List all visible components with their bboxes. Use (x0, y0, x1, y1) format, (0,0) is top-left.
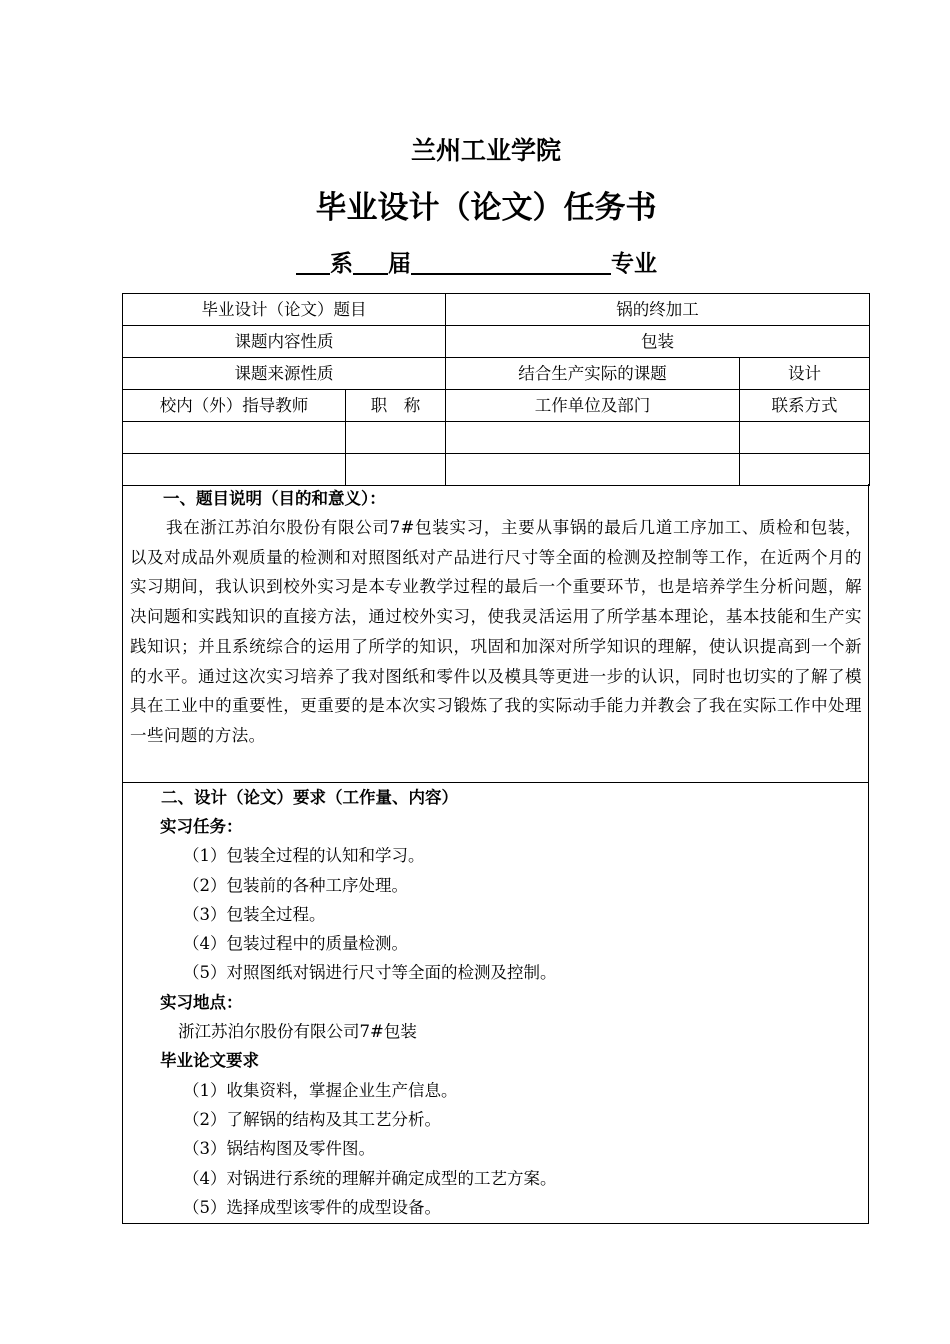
table-row (123, 326, 870, 358)
topic-label: 毕业设计（论文）题目 (123, 294, 446, 326)
thesis-heading: 毕业论文要求 (160, 1051, 259, 1071)
table-row (123, 358, 870, 390)
info-table (122, 293, 870, 486)
task-item: （5）对照图纸对锅进行尺寸等全面的检测及控制。 (183, 963, 557, 983)
section1-heading: 一、题目说明（目的和意义）： (163, 489, 386, 508)
title-cell[interactable] (346, 454, 446, 486)
section2-heading: 二、设计（论文）要求（工作量、内容） (161, 788, 458, 807)
workplace-header: 工作单位及部门 (446, 390, 740, 422)
major-label: 专业 (611, 251, 657, 277)
task-item: （3）包装全过程。 (183, 904, 326, 924)
advisor-cell[interactable] (123, 422, 346, 454)
thesis-item: （3）锅结构图及零件图。 (183, 1139, 375, 1159)
section1-body: 我在浙江苏泊尔股份有限公司7#包装实习，主要从事锅的最后几道工序加工、质检和包装，以及对成品外观质量的检测和对照图纸对产品进行尺寸等全面的检测及控制等工作，在近两个月的实习期间，我认识到校外实习是本专业教学过程的最后一个重要环节，也是培养学生分析问题，解决问题和实践知识的直接方法，通过校外实习，使我灵活运用了所学基本理论，基本技能和生产实践知识；并且系统综合的运用了所学的知识，巩固和加深对所学知识的理解，使认识提高到一个新的水平。通过这次实习培养了我对图纸和零件以及模具等更进一步的认识，同时也切实的了解了模具在工业中的重要性，更重要的是本次实习锻炼了我的实际动手能力并教会了我在实际工作中处理一些问题的方法。 (130, 518, 862, 745)
thesis-item: （2）了解锅的结构及其工艺分析。 (183, 1109, 441, 1129)
year-blank[interactable] (353, 247, 388, 275)
table-row (123, 294, 870, 326)
task-item: （1）包装全过程的认知和学习。 (183, 846, 425, 866)
department-label: 系 (330, 251, 353, 277)
document-title: 毕业设计（论文）任务书 (315, 190, 657, 226)
thesis-item: （4）对锅进行系统的理解并确定成型的工艺方案。 (183, 1168, 557, 1188)
department-line (296, 246, 657, 282)
table-row (123, 390, 870, 422)
task-item: （4）包装过程中的质量检测。 (183, 934, 408, 954)
task-item: （2）包装前的各种工序处理。 (183, 875, 408, 895)
place-heading: 实习地点： (160, 992, 243, 1012)
topic-value: 锅的终加工 (446, 294, 870, 326)
contact-cell[interactable] (740, 422, 870, 454)
source-type-value: 设计 (740, 358, 870, 390)
source-nature-value: 结合生产实际的课题 (446, 358, 740, 390)
title-header: 职 称 (346, 390, 446, 422)
advisor-header: 校内（外）指导教师 (123, 390, 346, 422)
source-nature-label: 课题来源性质 (123, 358, 446, 390)
workplace-cell[interactable] (446, 454, 740, 486)
school-name: 兰州工业学院 (410, 136, 561, 165)
requirements-section (122, 782, 869, 1224)
department-blank[interactable] (296, 247, 330, 275)
task-heading: 实习任务： (160, 817, 243, 836)
place-value: 浙江苏泊尔股份有限公司7#包装 (178, 1022, 417, 1042)
advisor-cell[interactable] (123, 454, 346, 486)
topic-description-section (122, 484, 869, 783)
contact-header: 联系方式 (740, 390, 870, 422)
major-blank[interactable] (411, 247, 611, 275)
contact-cell[interactable] (740, 454, 870, 486)
thesis-item: （1）收集资料，掌握企业生产信息。 (183, 1080, 458, 1100)
title-cell[interactable] (346, 422, 446, 454)
content-nature-value: 包装 (446, 326, 870, 358)
thesis-item: （5）选择成型该零件的成型设备。 (183, 1197, 441, 1217)
table-row (123, 422, 870, 454)
workplace-cell[interactable] (446, 422, 740, 454)
table-row (123, 454, 870, 486)
content-nature-label: 课题内容性质 (123, 326, 446, 358)
year-label: 届 (388, 251, 411, 277)
